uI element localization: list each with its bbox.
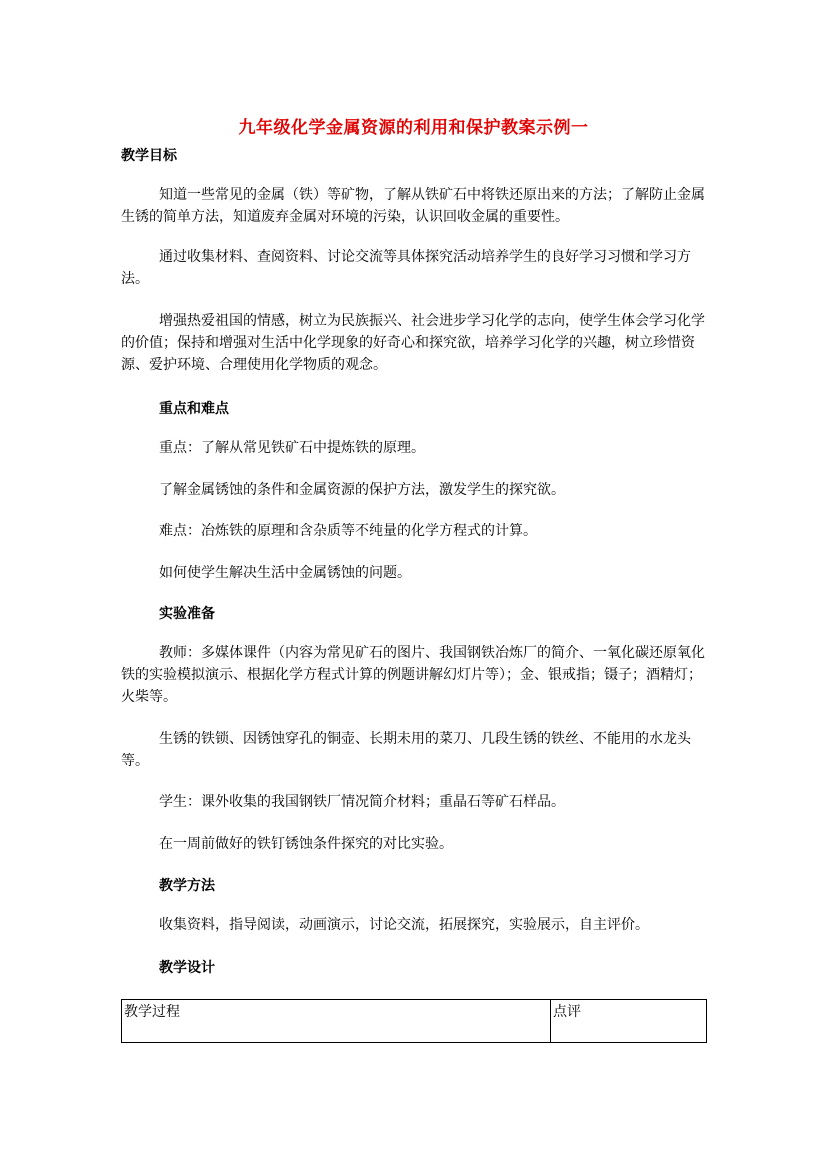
key-point-4: 如何使学生解决生活中金属锈蚀的问题。 — [159, 565, 411, 581]
objectives-heading: 教学目标 — [121, 148, 177, 164]
table-header-process: 教学过程 — [122, 1000, 551, 1043]
design-heading: 教学设计 — [159, 960, 215, 976]
key-point-1: 重点：了解从常见铁矿石中提炼铁的原理。 — [159, 440, 425, 456]
objective-paragraph-3: 增强热爱祖国的情感，树立为民族振兴、社会进步学习化学的志向，使学生体会学习化学的价值；保持和增强对生活中化学现象的好奇心和探究欲，培养学习化学的兴趣，树立珍惜资源、爱护环境、合理使用化学物质的观念。 — [121, 313, 705, 373]
preparation-heading: 实验准备 — [159, 606, 215, 622]
methods-heading: 教学方法 — [159, 878, 215, 894]
preparation-paragraph-1: 教师：多媒体课件（内容为常见矿石的图片、我国钢铁冶炼厂的简介、一氧化碳还原氧化铁的实验模拟演示、根据化学方程式计算的例题讲解幻灯片等）；金、银戒指；镊子；酒精灯；火柴等。 — [121, 645, 705, 705]
key-point-3: 难点：冶炼铁的原理和含杂质等不纯量的化学方程式的计算。 — [159, 523, 537, 539]
objective-paragraph-2: 通过收集材料、查阅资料、讨论交流等具体探究活动培养学生的良好学习习惯和学习方法。 — [121, 249, 691, 287]
design-table — [121, 999, 707, 1043]
table-header-comment: 点评 — [551, 1000, 707, 1043]
table-row — [122, 1000, 707, 1043]
document-title: 九年级化学金属资源的利用和保护教案示例一 — [238, 118, 589, 138]
key-points-heading: 重点和难点 — [159, 401, 229, 417]
preparation-paragraph-4: 在一周前做好的铁钉锈蚀条件探究的对比实验。 — [159, 836, 453, 852]
preparation-paragraph-2: 生锈的铁锁、因锈蚀穿孔的铜壶、长期未用的菜刀、几段生锈的铁丝、不能用的水龙头等。 — [121, 731, 691, 769]
key-point-2: 了解金属锈蚀的条件和金属资源的保护方法，激发学生的探究欲。 — [159, 482, 565, 498]
preparation-paragraph-3: 学生：课外收集的我国钢铁厂情况简介材料；重晶石等矿石样品。 — [159, 794, 565, 810]
methods-paragraph: 收集资料，指导阅读，动画演示，讨论交流，拓展探究，实验展示，自主评价。 — [159, 917, 649, 933]
objective-paragraph-1: 知道一些常见的金属（铁）等矿物，了解从铁矿石中将铁还原出来的方法；了解防止金属生锈的简单方法，知道废弃金属对环境的污染，认识回收金属的重要性。 — [121, 187, 705, 225]
